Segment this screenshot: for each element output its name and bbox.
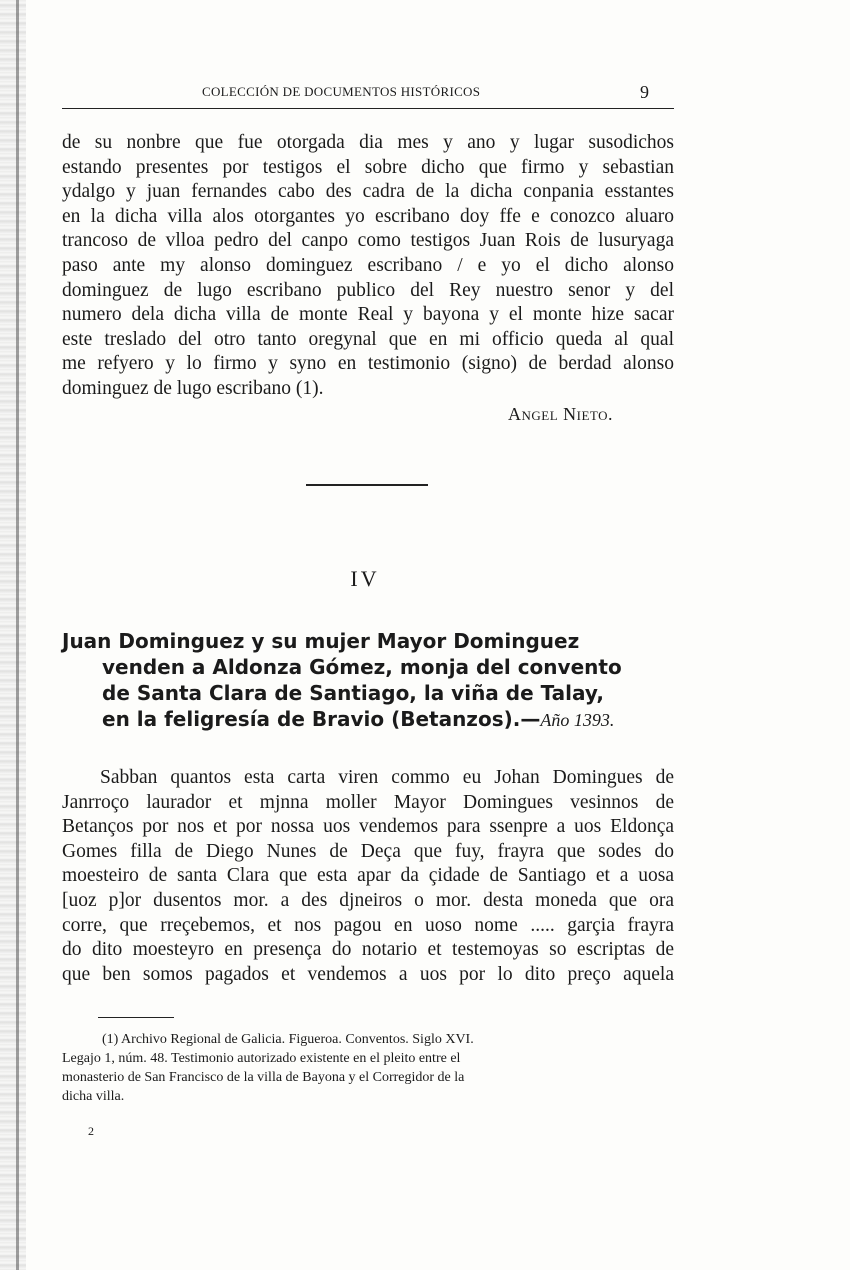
footnote-line: (1) Archivo Regional de Galicia. Figueroa. Conventos. Siglo XVI. xyxy=(102,1032,474,1047)
page-header xyxy=(62,82,682,106)
title-line: de Santa Clara de Santiago, la viña de Talay, xyxy=(102,681,604,705)
title-line xyxy=(62,706,682,733)
section-numeral: IV xyxy=(350,566,380,591)
text-line: dominguez de lugo escribano publico del Rey nuestro senor y del xyxy=(62,279,674,301)
page-binding-edge xyxy=(0,0,26,1270)
text-line: paso ante my alonso dominguez escribano / e yo el dicho alonso xyxy=(62,254,674,276)
document-date: Año 1393. xyxy=(540,710,615,730)
text-line: de su nonbre que fue otorgada dia mes y ano y lugar susodichos xyxy=(62,132,674,153)
paragraph-continuation xyxy=(62,131,674,402)
text-line: que ben somos pagados et vendemos a uos por lo dito preço aquela xyxy=(62,963,674,985)
text-line: moesteiro de santa Clara que esta apar da çidade de Santiago et a uosa xyxy=(62,865,674,887)
footnote-line: dicha villa. xyxy=(62,1089,125,1104)
document-title xyxy=(62,628,682,733)
text-line: en la dicha villa alos otorgantes yo escribano doy ffe e conozco aluaro xyxy=(62,205,674,227)
text-line: ydalgo y juan fernandes cabo des cadra de la dicha conpania esstantes xyxy=(62,181,674,203)
printer-signature-mark: 2 xyxy=(88,1124,94,1138)
text-line: Betanços por nos et por nossa uos vendemos para ssenpre a uos Eldonça xyxy=(62,816,674,838)
header-rule xyxy=(62,108,674,109)
text-line: Janrroço laurador et mjnna moller Mayor Domingues vesinnos de xyxy=(62,791,674,813)
text-line: [uoz p]or dusentos mor. a des djneiros o mor. desta moneda que ora xyxy=(62,889,674,911)
text-line: corre, que rreçebemos, et nos pagou en uoso nome ..... garçia frayra xyxy=(62,914,674,936)
text-line: estando presentes por testigos el sobre dicho que firmo y sebastian xyxy=(62,156,674,178)
section-divider xyxy=(306,484,428,486)
footnote xyxy=(62,1030,680,1106)
title-line-text: en la feligresía de Bravio (Betanzos).— xyxy=(102,707,541,731)
text-line: dominguez de lugo escribano (1). xyxy=(62,377,324,399)
title-line: Juan Dominguez y su mujer Mayor Dominguez xyxy=(62,629,580,653)
footnote-rule xyxy=(98,1017,174,1018)
footnote-line: monasterio de San Francisco de la villa de Bayona y el Corregidor de la xyxy=(62,1070,465,1085)
text-line: do dito moesteyro en presença do notario et testemoyas so escriptas de xyxy=(62,939,674,961)
document-transcription xyxy=(62,766,674,987)
text-line: numero dela dicha villa de monte Real y bayona y el monte hize sacar xyxy=(62,304,674,326)
title-line: venden a Aldonza Gómez, monja del convento xyxy=(102,655,622,679)
running-title: COLECCIÓN DE DOCUMENTOS HISTÓRICOS xyxy=(202,84,481,99)
binding-shadow xyxy=(16,0,19,1270)
text-line: Sabban quantos esta carta viren commo eu Johan Domingues de xyxy=(100,767,674,788)
text-line: este treslado del otro tanto oregynal que en mi officio queda al qual xyxy=(62,328,674,350)
text-line: trancoso de vlloa pedro del canpo como testigos Juan Rois de lusuryaga xyxy=(62,230,674,252)
author-signature: Angel Nieto. xyxy=(508,404,614,424)
text-line: Gomes filla de Diego Nunes de Deça que fuy, frayra que sodes do xyxy=(62,840,674,862)
page-number: 9 xyxy=(640,82,649,102)
text-line: me refyero y lo firmo y syno en testimonio (signo) de berdad alonso xyxy=(62,353,674,375)
footnote-line: Legajo 1, núm. 48. Testimonio autorizado existente en el pleito entre el xyxy=(62,1051,461,1066)
